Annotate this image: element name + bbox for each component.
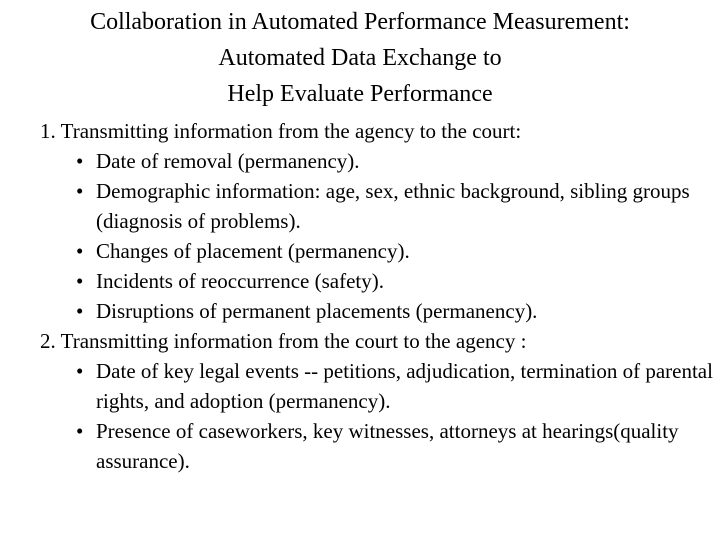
section-2 — [40, 326, 716, 476]
bullet-icon: • — [76, 419, 84, 443]
list-item — [40, 176, 716, 236]
bullet-icon: • — [76, 299, 84, 323]
list-item — [40, 416, 716, 476]
list-item-text: Demographic information: age, sex, ethnic background, sibling groups (diagnosis of problems). — [96, 179, 690, 233]
title-line-2: Automated Data Exchange to — [218, 45, 502, 71]
list-item — [40, 146, 716, 176]
title-line-3: Help Evaluate Performance — [227, 81, 493, 107]
list-item-text: Incidents of reoccurrence (safety). — [96, 269, 385, 293]
bullet-icon: • — [76, 239, 84, 263]
section-heading: 2. Transmitting information from the court to the agency : — [40, 329, 527, 353]
bullet-list — [40, 356, 716, 476]
list-item — [40, 266, 716, 296]
bullet-list — [40, 146, 716, 326]
list-item-text: Changes of placement (permanency). — [96, 239, 410, 263]
bullet-icon: • — [76, 149, 84, 173]
list-item-text: Disruptions of permanent placements (permanency). — [96, 299, 538, 323]
bullet-icon: • — [76, 269, 84, 293]
slide-body — [40, 116, 716, 476]
bullet-icon: • — [76, 359, 84, 383]
list-item-text: Date of removal (permanency). — [96, 149, 360, 173]
title-line-1: Collaboration in Automated Performance Measurement: — [90, 9, 630, 35]
list-item — [40, 356, 716, 416]
bullet-icon: • — [76, 179, 84, 203]
slide-title — [0, 4, 720, 112]
section-heading: 1. Transmitting information from the agency to the court: — [40, 119, 522, 143]
list-item-text: Date of key legal events -- petitions, adjudication, termination of parental rights, and adoption (permanency). — [96, 359, 713, 413]
section-1 — [40, 116, 716, 326]
list-item-text: Presence of caseworkers, key witnesses, attorneys at hearings(quality assurance). — [96, 419, 679, 473]
list-item — [40, 236, 716, 266]
list-item — [40, 296, 716, 326]
